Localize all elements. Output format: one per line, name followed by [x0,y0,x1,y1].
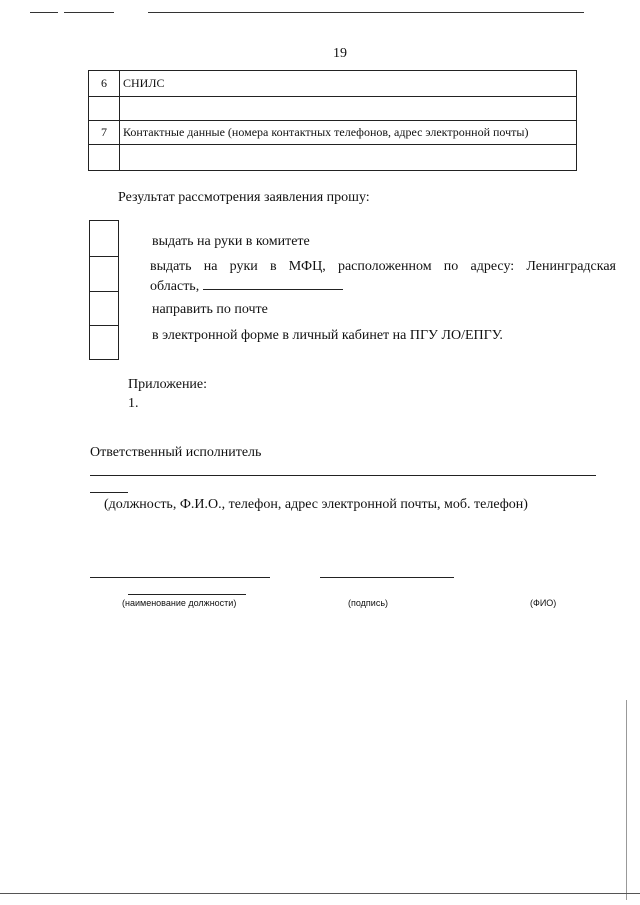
checkbox-send-mail[interactable] [90,292,118,326]
option-committee: выдать на руки в комитете [152,234,310,249]
header-rule-1 [30,12,58,13]
name-caption: (ФИО) [530,598,557,608]
row-text: Контактные данные (номера контактных телефонов, адрес электронной почты) [120,121,577,145]
table-row [89,97,577,121]
header-rule-2 [64,12,114,13]
info-table [88,70,577,171]
table-row [89,71,577,97]
responsible-line-short[interactable] [90,492,128,493]
row-text [120,145,577,171]
page-number: 19 [333,46,347,61]
checkbox-issue-mfc[interactable] [90,257,118,292]
row-text [120,97,577,121]
row-number [89,97,120,121]
attachment-item-1: 1. [128,396,139,411]
option-electronic: в электронной форме в личный кабинет на ПГУ ЛО/ЕПГУ. [152,328,503,343]
signature-line[interactable] [320,577,454,578]
position-underline [128,594,246,595]
row-number: 6 [89,71,120,97]
responsible-caption: (должность, Ф.И.О., телефон, адрес электронной почты, моб. телефон) [104,497,528,512]
bottom-edge-line [0,893,640,894]
row-number [89,145,120,171]
request-heading: Результат рассмотрения заявления прошу: [118,190,370,205]
position-line[interactable] [90,577,270,578]
option-mail: направить по почте [152,302,268,317]
scan-edge-mark [626,700,627,900]
mfc-address-field[interactable] [203,277,343,290]
responsible-line[interactable] [90,475,596,476]
row-number: 7 [89,121,120,145]
row-text: СНИЛС [120,71,577,97]
attachment-label: Приложение: [128,377,208,392]
table-row [89,145,577,171]
option-mfc-region: область, [150,279,200,294]
checkbox-electronic[interactable] [90,326,118,359]
position-caption: (наименование должности) [122,598,237,608]
responsible-label: Ответственный исполнитель [90,445,262,460]
checkbox-column [89,220,119,360]
signature-caption: (подпись) [348,598,389,608]
header-rule-3 [148,12,584,13]
checkbox-issue-committee[interactable] [90,221,118,257]
option-mfc-line1: выдать на руки в МФЦ, расположенном по адресу: Ленинградская [150,259,616,274]
table-row [89,121,577,145]
option-mfc-line2 [150,277,343,295]
